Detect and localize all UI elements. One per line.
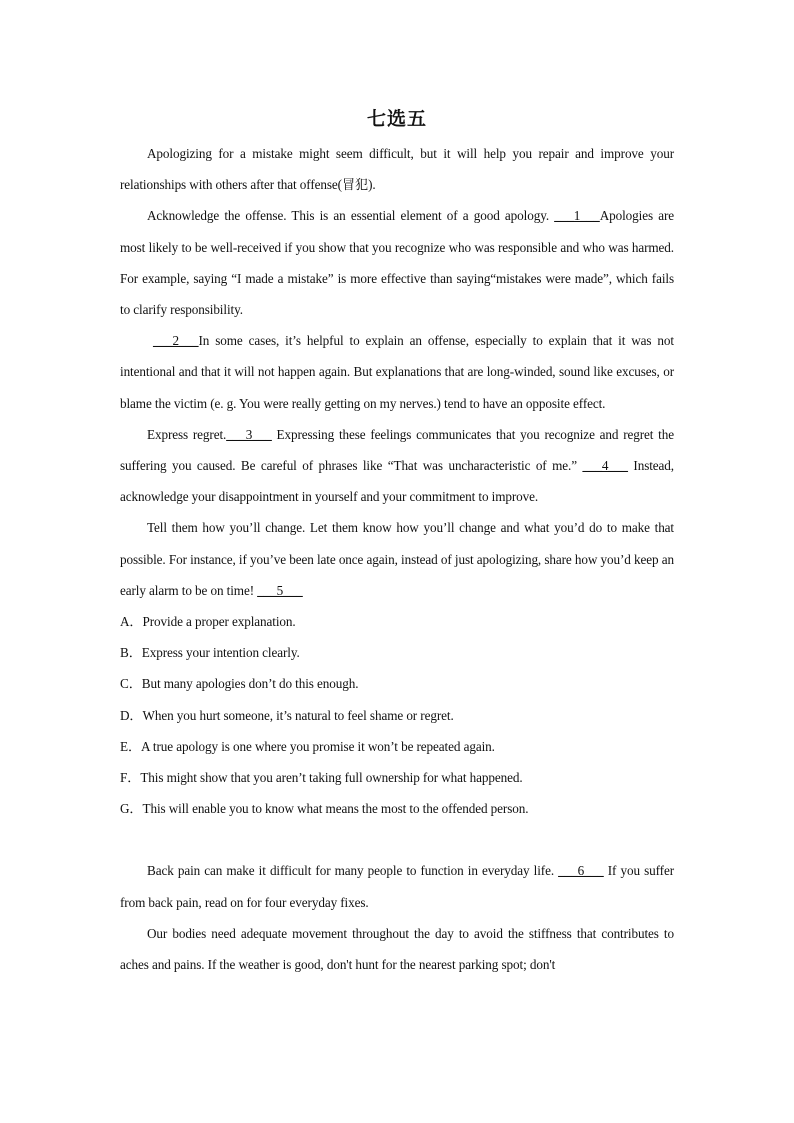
paragraph-text: Back pain can make it difficult for many people to function in everyday life.	[147, 863, 559, 879]
paragraph-text: Acknowledge the offense. This is an essential element of a good apology.	[147, 208, 555, 224]
options-list	[120, 606, 674, 824]
option-b: B．Express your intention clearly.	[120, 645, 300, 661]
blank-3: ___3___	[226, 426, 272, 442]
paragraph-text: Expressing these feelings communicates that you recognize and regret the suffering you caused. Be careful of phrases like “That was uncharacteristic of me.”	[120, 426, 674, 474]
page-title: 七选五	[366, 108, 427, 130]
passage1-paragraph-4	[120, 419, 674, 513]
passage2-paragraph-1	[120, 855, 674, 917]
paragraph-text: Tell them how you’ll change. Let them know how you’ll change and what you’d do to make that possible. For instance, if you’ve been late once again, instead of just apologizing, share how you’d keep an early alarm to be on time!	[120, 520, 674, 598]
blank-2: ___2___	[153, 333, 199, 349]
option-f: F．This might show that you aren’t taking full ownership for what happened.	[120, 770, 523, 786]
passage1-paragraph-1: Apologizing for a mistake might seem difficult, but it will help you repair and improve your relationships with others after that offense(冒犯).	[120, 146, 674, 193]
option-g: G．This will enable you to know what means the most to the offended person.	[120, 801, 529, 817]
blank-4: ___4___	[582, 458, 628, 474]
option-a: A．Provide a proper explanation.	[120, 614, 296, 630]
paragraph-text: In some cases, it’s helpful to explain an offense, especially to explain that it was not intentional and that it will not happen again. But explanations that are long-winded, sound like excuses, or blame the victim (e. g. You were really getting on my nerves.) tend to have an opposite effect.	[120, 333, 674, 411]
passage1-paragraph-3	[120, 325, 674, 419]
option-e: E．A true apology is one where you promise it won’t be repeated again.	[120, 738, 495, 754]
blank-1: ___1___	[554, 208, 600, 224]
paragraph-text: Express regret.	[147, 426, 227, 442]
blank-6: ___6___	[558, 863, 604, 879]
passage1-paragraph-5	[120, 512, 674, 606]
option-c: C．But many apologies don’t do this enough.	[120, 676, 359, 692]
paragraph-text: Instead, acknowledge your disappointment in yourself and your commitment to improve.	[120, 458, 674, 505]
paragraph-text: If you suffer from back pain, read on for four everyday fixes.	[120, 863, 674, 910]
document-body	[120, 138, 674, 980]
passage1-paragraph-2	[120, 200, 674, 325]
passage2-paragraph-2: Our bodies need adequate movement throughout the day to avoid the stiffness that contributes to aches and pains. If the weather is good, don't hunt for the nearest parking spot; don't	[120, 925, 674, 973]
section-gap	[120, 824, 674, 855]
paragraph-text: Apologies are most likely to be well-received if you show that you recognize who was responsible and who was harmed. For example, saying “I made a mistake” is more effective than saying“mistakes were made”, which fails to clarify responsibility.	[120, 208, 674, 318]
option-d: D．When you hurt someone, it’s natural to feel shame or regret.	[120, 707, 454, 723]
blank-5: ___5___	[257, 582, 303, 598]
